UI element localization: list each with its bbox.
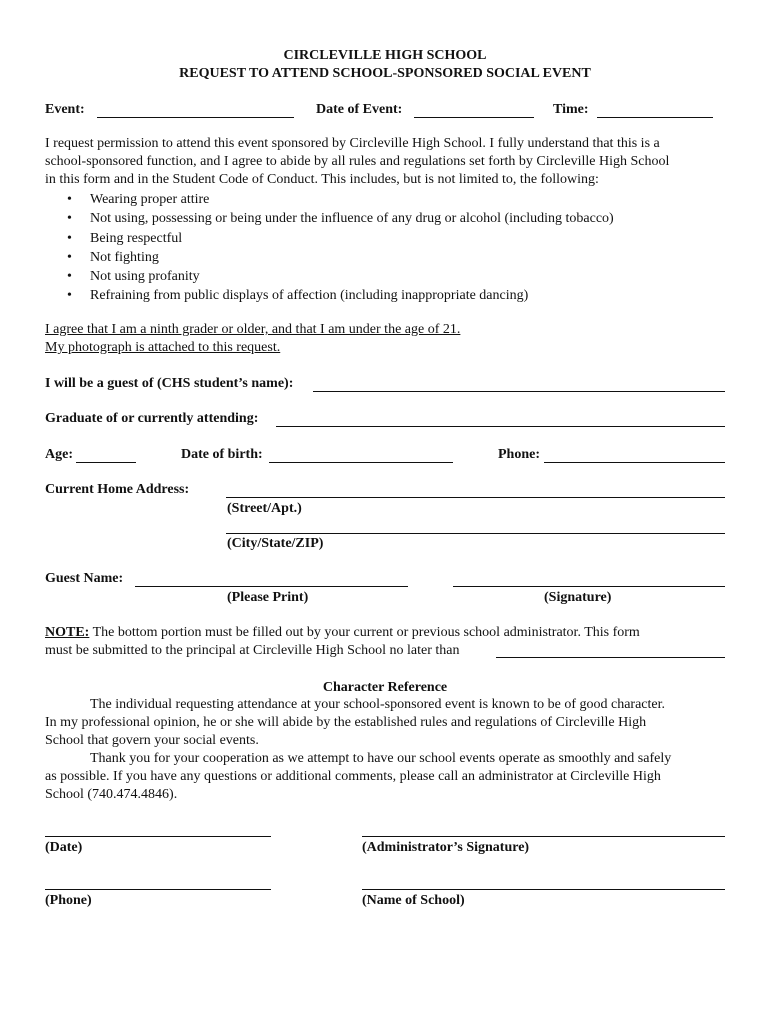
dob-label: Date of birth: (181, 447, 263, 462)
deadline-date-field[interactable] (496, 657, 725, 658)
list-item: • Not using profanity (45, 267, 614, 286)
agreement-age: I agree that I am a ninth grader or older, and that I am under the age of 21. (45, 322, 461, 337)
reference-title: Character Reference (322, 680, 448, 695)
rules-list (45, 190, 614, 306)
chs-student-name-field[interactable] (313, 391, 725, 392)
reference-text: as possible. If you have any questions or additional comments, please call an administrator at Circleville High (45, 769, 661, 784)
agreement-photo: My photograph is attached to this request. (45, 340, 281, 355)
note-label: NOTE: (45, 625, 90, 640)
admin-phone-field[interactable] (45, 889, 271, 890)
list-item: • Refraining from public displays of affection (including inappropriate dancing) (45, 286, 614, 305)
list-item: • Not using, possessing or being under the influence of any drug or alcohol (including tobacco) (45, 209, 614, 228)
event-date-label: Date of Event: (316, 102, 403, 117)
graduate-label: Graduate of or currently attending: (45, 411, 259, 426)
event-date-field[interactable] (414, 117, 534, 118)
reference-text: School (740.474.4846). (45, 787, 178, 802)
school-name: CIRCLEVILLE HIGH SCHOOL (283, 48, 487, 63)
age-label: Age: (45, 447, 73, 462)
event-time-label: Time: (553, 102, 589, 117)
reference-text: In my professional opinion, he or she will abide by the established rules and regulations of Circleville High (45, 715, 647, 730)
guest-signature-field[interactable] (453, 586, 725, 587)
print-caption: (Please Print) (227, 590, 309, 605)
dob-field[interactable] (269, 462, 453, 463)
admin-signature-caption: (Administrator’s Signature) (362, 840, 530, 855)
note-line (45, 625, 640, 641)
admin-school-caption: (Name of School) (362, 893, 465, 908)
intro-line: in this form and in the Student Code of Conduct. This includes, but is not limited to, the following: (45, 172, 599, 187)
list-item: • Being respectful (45, 229, 614, 248)
reference-text: The individual requesting attendance at your school-sponsored event is known to be of good character. (90, 697, 665, 712)
reference-text: School that govern your social events. (45, 733, 259, 748)
intro-line: I request permission to attend this event sponsored by Circleville High School. I fully understand that this is a (45, 136, 660, 151)
phone-field[interactable] (544, 462, 725, 463)
note-text: The bottom portion must be filled out by your current or previous school administrator. This form (89, 625, 640, 640)
street-caption: (Street/Apt.) (227, 501, 302, 516)
school-attending-field[interactable] (276, 426, 725, 427)
city-caption: (City/State/ZIP) (227, 536, 324, 551)
street-field[interactable] (226, 497, 725, 498)
admin-signature-field[interactable] (362, 836, 725, 837)
event-label: Event: (45, 102, 85, 117)
address-label: Current Home Address: (45, 482, 190, 497)
admin-school-field[interactable] (362, 889, 725, 890)
list-item: • Not fighting (45, 248, 614, 267)
form-title: REQUEST TO ATTEND SCHOOL-SPONSORED SOCIAL EVENT (179, 66, 591, 81)
event-field[interactable] (97, 117, 294, 118)
phone-label: Phone: (498, 447, 540, 462)
list-item: • Wearing proper attire (45, 190, 614, 209)
guest-name-field[interactable] (135, 586, 408, 587)
event-time-field[interactable] (597, 117, 713, 118)
guest-name-label: Guest Name: (45, 571, 124, 586)
guest-of-label: I will be a guest of (CHS student’s name): (45, 376, 294, 391)
admin-date-field[interactable] (45, 836, 271, 837)
signature-caption: (Signature) (544, 590, 612, 605)
note-line-2: must be submitted to the principal at Circleville High School no later than (45, 643, 460, 658)
reference-text: Thank you for your cooperation as we attempt to have our school events operate as smoothly and safely (90, 751, 672, 766)
admin-date-caption: (Date) (45, 840, 83, 855)
intro-line: school-sponsored function, and I agree to abide by all rules and regulations set forth by Circleville High School (45, 154, 670, 169)
admin-phone-caption: (Phone) (45, 893, 92, 908)
age-field[interactable] (76, 462, 136, 463)
city-state-zip-field[interactable] (226, 533, 725, 534)
